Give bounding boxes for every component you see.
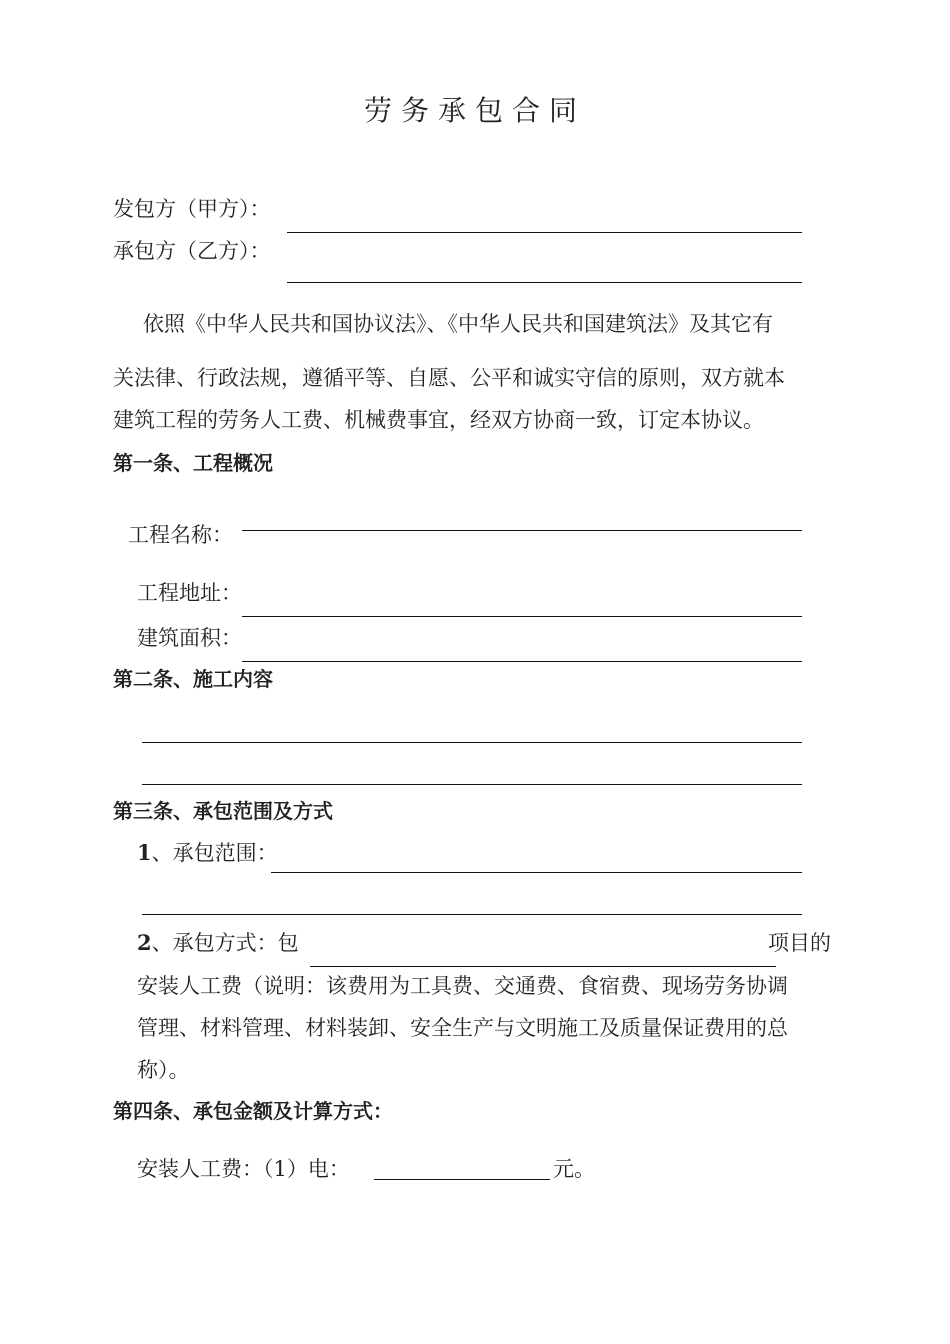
preamble-line-3: 建筑工程的劳务人工费、机械费事宜，经双方协商一致，订定本协议。 bbox=[113, 408, 764, 432]
method-text-line-1: 安装人工费（说明：该费用为工具费、交通费、食宿费、现场劳务协调 bbox=[137, 974, 788, 998]
method-label bbox=[137, 930, 299, 956]
party-a-blank bbox=[287, 232, 802, 233]
labor-fee-blank bbox=[374, 1179, 550, 1180]
project-address-blank bbox=[242, 616, 802, 617]
labor-fee-label: 安装人工费：（1）电： bbox=[137, 1157, 350, 1181]
article-4-heading: 第四条、承包金额及计算方式： bbox=[113, 1099, 393, 1123]
article-1-heading: 第一条、工程概况 bbox=[113, 451, 273, 475]
page-title: 劳务承包合同 bbox=[363, 94, 586, 127]
method-text-line-2: 管理、材料管理、材料装卸、安全生产与文明施工及质量保证费用的总 bbox=[137, 1016, 788, 1040]
content-blank-1 bbox=[142, 742, 802, 743]
building-area-label: 建筑面积： bbox=[137, 626, 242, 650]
method-text-line-3: 称）。 bbox=[137, 1058, 190, 1082]
currency-unit: 元。 bbox=[553, 1157, 595, 1181]
scope-label bbox=[137, 840, 278, 866]
scope-blank-2 bbox=[142, 914, 802, 915]
project-address-label: 工程地址： bbox=[137, 581, 242, 605]
content-blank-2 bbox=[142, 784, 802, 785]
party-b-blank bbox=[287, 282, 802, 283]
method-blank bbox=[310, 966, 776, 967]
preamble-line-1: 依照《中华人民共和国协议法》、《中华人民共和国建筑法》及其它有 bbox=[143, 312, 773, 336]
party-a-label: 发包方（甲方）： bbox=[113, 197, 271, 221]
article-2-heading: 第二条、施工内容 bbox=[113, 667, 273, 691]
scope-number: 1 bbox=[137, 840, 152, 865]
method-number: 2 bbox=[137, 930, 152, 955]
project-name-blank bbox=[242, 530, 802, 531]
project-name-label: 工程名称： bbox=[128, 523, 233, 547]
method-label-text: 、承包方式：包 bbox=[151, 931, 299, 955]
party-b-label: 承包方（乙方）： bbox=[113, 239, 271, 263]
building-area-blank bbox=[242, 661, 802, 662]
scope-blank-1 bbox=[271, 872, 802, 873]
scope-label-text: 、承包范围： bbox=[151, 841, 278, 865]
method-tail: 项目的 bbox=[768, 931, 831, 955]
article-3-heading: 第三条、承包范围及方式 bbox=[113, 799, 333, 823]
preamble-line-2: 关法律、行政法规，遵循平等、自愿、公平和诚实守信的原则，双方就本 bbox=[113, 366, 785, 390]
